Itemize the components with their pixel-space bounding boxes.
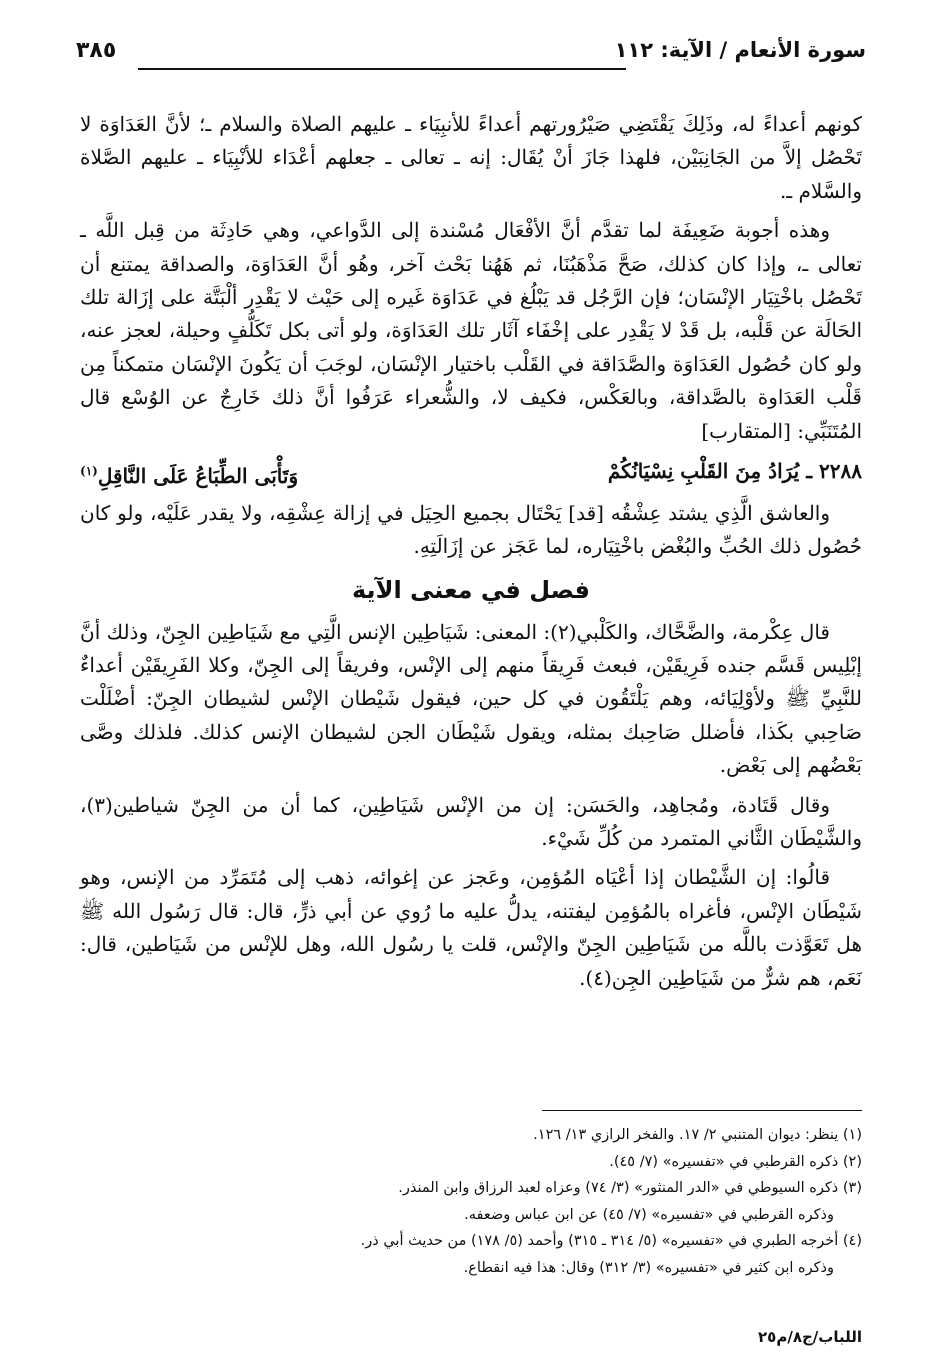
poem-number: ٢٢٨٨ ـ <box>806 459 862 484</box>
paragraph-2: وهذه أجوبة ضَعِيفَة لما تقدَّم أنَّ الأفْعَال مُسْندة إلى الدَّواعي، وهي حَادِثَة من قِبل اللَّه ـ تعالى ـ، وإذا كان كذلك، صَحَّ مَذْهَبُنَا، ثم هَهُنا بَحْث آخر، وهُو أنَّ العَدَاوَة، والصداقة يمتنع أن تَحْصُل باخْتِيَار الإنْسَان؛ فإن الرَّجُل قد يَبْلُغ في عَدَاوَة غَيره إلى حَيْث لا يَقْدِر ألْبَتَّة على إزَالة تلك الحَالَة عن قَلْبه، بل قَدْ لا يَقْدِر على إخْفَاء آثَار تلك العَدَاوَة، ولو أتى بكل تَكَلُّفٍ وحيلة، لعجز عنه، ولو كان حُصُول العَدَاوَة والصَّدَاقة في القَلْب باختيار الإنْسَان، لوجَبَ أن يَكُونَ الإنْسَان متمكناً مِن قَلْب العَدَاوة بالصَّداقة، وبالعَكْس، فكيف لا، والشُّعراء عَرَفُوا أنَّ ذلك خَارِجٌ عن الوُسْع قال المُتَنَبِّي: [المتقارب] <box>80 218 862 443</box>
poem-first-part <box>608 454 862 493</box>
paragraph-3: والعاشق الَّذِي يشتد عِشْقُه [قد] يَحْتَال بجميع الحِيَل في إزالة عِشْقِه، ولا يقدر عَلَيْه، ولو كان حُصُول ذلك الحُبِّ والبُغْض باخْتِيَاره، لما عَجَز عن إزَالَتِهِ. <box>80 500 862 559</box>
footnote-separator <box>542 1110 862 1111</box>
header-rule <box>138 68 626 70</box>
paragraph-6: قالُوا: إن الشَّيْطان إذا أعْيَاه المُؤمِن، وعَجز عن إغوائه، ذهب إلى مُتَمَرِّد من الإنس، وهو شَيْطَان الإنْس، فأغراه بالمُؤمِن ليفتنه، يدلُّ عليه ما رُوي عن أبي ذرٍّ، قال: قال رَسُول الله ﷺ هل تَعَوَّذت باللَّه من شَيَاطِين الجِنّ والإنْس، قلت يا رسُول الله، وهل للإنْس من شَيَاطين، قال: نَعَم، هم شرٌّ من شَيَاطِين الجِن(٤). <box>80 865 862 990</box>
footnote-1: (١) ينظر: ديوان المتنبي ٢/ ١٧. والفخر الرازي ١٣/ ١٢٦. <box>533 1127 862 1143</box>
poem-hemistich-1: يُرَادُ مِنَ القَلْبِ نِسْيَانُكُمْ <box>607 459 800 484</box>
volume-signature: اللباب/ج٨/م٢٥ <box>758 1328 862 1346</box>
paragraph-5: وقال قَتَادة، ومُجاهِد، والحَسَن: إن من الإنْس شَيَاطِين، كما أن من الجِنّ شياطين(٣)، والشَّيْطَان الثَّاني المتمرد من كُلِّ شَيْء. <box>80 792 862 850</box>
paragraph-1: كونهم أعداءً له، وذَلِكَ يَقْتَضِي صَيْرُورتهم أعداءً للأنبِيَاء ـ عليهم الصلاة والسلام ـ؛ لأنَّ العَدَاوَة لا تَحْصُل إلاَّ من الجَانِبَيْن، فلهذا جَازَ أنْ يُقَال: إنه ـ تعالى ـ جعلهم أعْدَاء للأنْبِيَاء ـ عليهم الصَّلاة والسَّلام ـ. <box>80 112 862 203</box>
poem-second-part <box>80 454 298 493</box>
running-title: سورة الأنعام / الآية: ١١٢ <box>614 38 866 62</box>
page-number: ٣٨٥ <box>76 38 117 63</box>
footnotes <box>80 1122 862 1282</box>
footnote-2: (٢) ذكره القرطبي في «تفسيره» (٧/ ٤٥). <box>609 1153 862 1170</box>
main-text <box>80 108 862 1001</box>
footnote-3-continued: وذكره القرطبي في «تفسيره» (٧/ ٤٥) عن ابن عباس وضعفه. <box>464 1206 834 1223</box>
section-heading: فصل في معنى الآية <box>352 575 590 604</box>
poem-footnote-ref: (١) <box>80 464 98 479</box>
footnote-4-continued: وذكره ابن كثير في «تفسيره» (٣/ ٣١٢) وقال: هذا فيه انقطاع. <box>463 1259 834 1276</box>
footnote-3: (٣) ذكره السيوطي في «الدر المنثور» (٣/ ٧٤) وعزاه لعبد الرزاق وابن المنذر. <box>398 1180 862 1197</box>
paragraph-4: قال عِكْرمة، والضَّحَّاك، والكَلْبي(٢): المعنى: شَيَاطِين الإنس الَّتِي مع شَيَاطِين الجِنّ، وذلك أنَّ إبْلِيس قَسَّم جنده فَرِيقَيْن، فبعث فَرِيقاً منهم إلى الإنْس، وفريقاً إلى الجِنّ، وكلا الفَرِيقَيْن أعداءٌ للنَّبِيِّ ﷺ ولأوْلِيَائه، وهم يَلْتَقُون في كل حين، فيقول شَيْطان الإنْس لشيطان الجِنّ: أضْلَلْت صَاحِبي بكَذا، فأضلل صَاحِبك بمثله، ويقول شَيْطَان الجن لشيطان الإنس كذلك. فلذلك وصَّى بَعْضُهم إلى بَعْض. <box>80 619 862 778</box>
poem-hemistich-2: وَتَأْبَى الطِّبَاعُ عَلَى النَّاقِلِ <box>97 463 299 488</box>
poem-verse <box>80 454 862 493</box>
footnote-4: (٤) أخرجه الطبري في «تفسيره» (٥/ ٣١٤ ـ ٣١٥) وأحمد (٥/ ١٧٨) من حديث أبي ذر. <box>360 1233 862 1250</box>
page-header <box>76 38 866 78</box>
